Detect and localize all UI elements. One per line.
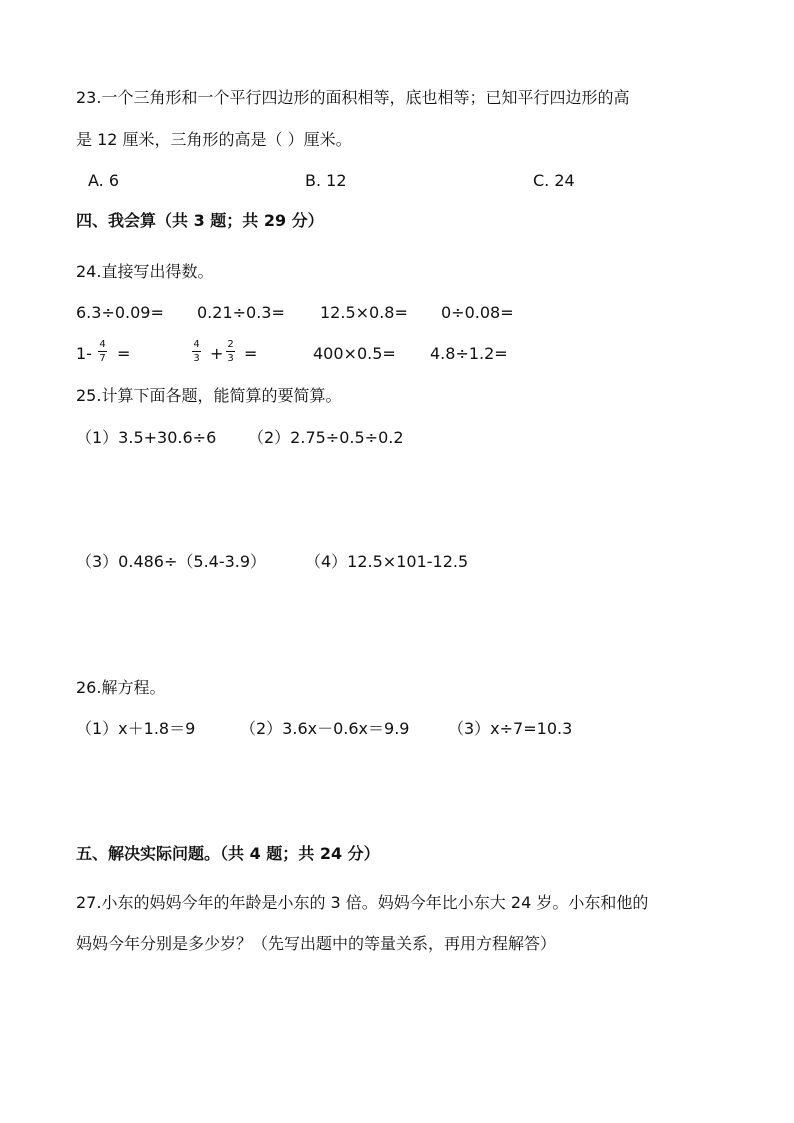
- q24-r2-d: 4.8÷1.2=: [430, 344, 508, 363]
- fraction-bar: [98, 351, 107, 352]
- q24-r1-b: 0.21÷0.3=: [197, 303, 285, 322]
- q26-part2: （2）3.6x－0.6x＝9.9: [240, 719, 410, 738]
- q24-r2-b-fraction1: [192, 339, 201, 364]
- section4-title: 四、我会算（共 3 题；共 29 分）: [76, 211, 324, 230]
- q27-line1: 27.小东的妈妈今年的年龄是小东的 3 倍。妈妈今年比小东大 24 岁。小东和他的: [76, 893, 649, 912]
- q24-r2-a-fraction: [98, 339, 107, 364]
- q24-r1-c: 12.5×0.8=: [320, 303, 408, 322]
- q25-part3: （3）0.486÷（5.4-3.9）: [76, 552, 267, 571]
- fraction-numerator: 4: [99, 339, 106, 350]
- q24-r2-b-plus: +: [210, 344, 224, 363]
- q24-r2-b-equals: =: [244, 344, 258, 363]
- q26-part1: （1）x＋1.8＝9: [76, 719, 196, 738]
- fraction-denominator: 3: [227, 353, 234, 364]
- q27-line2: 妈妈今年分别是多少岁？（先写出题中的等量关系，再用方程解答）: [76, 934, 557, 953]
- q26-part3: （3）x÷7=10.3: [448, 719, 573, 738]
- q23-option-c: C. 24: [533, 171, 575, 190]
- section5-title: 五、解决实际问题。（共 4 题；共 24 分）: [76, 844, 380, 863]
- q24-r2-a-prefix: 1-: [76, 344, 92, 363]
- fraction-bar: [226, 351, 235, 352]
- q24-r2-a-equals: =: [117, 344, 131, 363]
- fraction-denominator: 3: [193, 353, 200, 364]
- q23-line2: 是 12 厘米，三角形的高是（ ）厘米。: [76, 130, 352, 149]
- q25-title: 25.计算下面各题，能简算的要简算。: [76, 386, 342, 405]
- q23-option-b: B. 12: [305, 171, 347, 190]
- q24-r1-a: 6.3÷0.09=: [76, 303, 164, 322]
- q25-part2: （2）2.75÷0.5÷0.2: [248, 428, 404, 447]
- q23-option-a: A. 6: [88, 171, 120, 190]
- q23-line1: 23.一个三角形和一个平行四边形的面积相等，底也相等；已知平行四边形的高: [76, 88, 630, 107]
- q25-part4: （4）12.5×101-12.5: [305, 552, 469, 571]
- q24-r2-b-fraction2: [226, 339, 235, 364]
- fraction-numerator: 4: [193, 339, 200, 350]
- q25-part1: （1）3.5+30.6÷6: [76, 428, 217, 447]
- fraction-denominator: 7: [99, 353, 106, 364]
- q26-title: 26.解方程。: [76, 678, 166, 697]
- fraction-numerator: 2: [227, 339, 234, 350]
- fraction-bar: [192, 351, 201, 352]
- q24-title: 24.直接写出得数。: [76, 262, 214, 281]
- q24-r2-c: 400×0.5=: [313, 344, 396, 363]
- q24-r1-d: 0÷0.08=: [441, 303, 514, 322]
